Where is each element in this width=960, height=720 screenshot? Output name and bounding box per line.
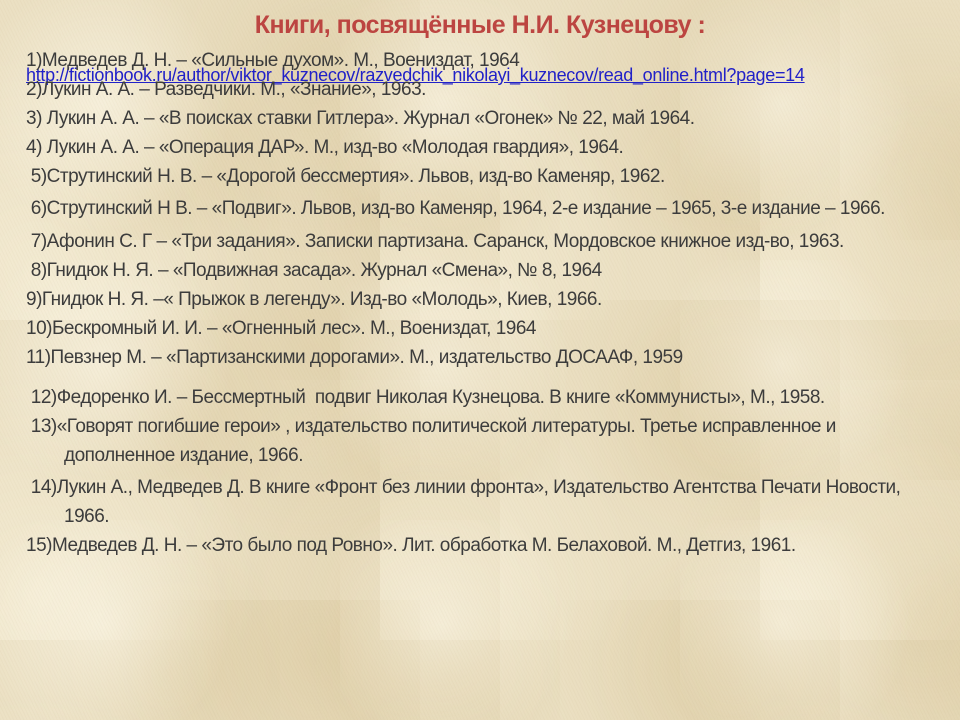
book-list-item: 3) Лукин А. А. – «В поисках ставки Гитлера». Журнал «Огонек» № 22, май 1964.: [26, 108, 695, 129]
book-list-item: 7)Афонин С. Г – «Три задания». Записки партизана. Саранск, Мордовское книжное изд-во, 1963.: [26, 231, 844, 252]
book-list-item: 10)Бескромный И. И. – «Огненный лес». М., Воениздат, 1964: [26, 318, 536, 339]
book-list-item: 2)Лукин А. А. – Разведчики. М., «Знание», 1963.: [26, 79, 426, 100]
book-list-item: 14)Лукин А., Медведев Д. В книге «Фронт без линии фронта», Издательство Агентства Печати Новости, 1966.: [26, 477, 906, 527]
book-list: [0, 46, 922, 560]
book-list-item: 1)Медведев Д. Н. – «Сильные духом». М., Воениздат, 1964: [26, 50, 520, 71]
book-list-item: 6)Струтинский Н В. – «Подвиг». Львов, изд-во Каменяр, 1964, 2-е издание – 1965, 3-е издание – 1966.: [26, 198, 885, 219]
book-list-item: 9)Гнидюк Н. Я. –« Прыжок в легенду». Изд-во «Молодь», Киев, 1966.: [26, 289, 602, 310]
book-list-item: 11)Певзнер М. – «Партизанскими дорогами». М., издательство ДОСААФ, 1959: [26, 347, 683, 368]
book-list-item: 5)Струтинский Н. В. – «Дорогой бессмертия». Львов, изд-во Каменяр, 1962.: [26, 166, 665, 187]
book-list-item: 8)Гнидюк Н. Я. – «Подвижная засада». Журнал «Смена», № 8, 1964: [26, 260, 602, 281]
book-list-item: 15)Медведев Д. Н. – «Это было под Ровно». Лит. обработка М. Белаховой. М., Детгиз, 1961.: [26, 535, 796, 556]
fictionbook-link[interactable]: http://fictionbook.ru/author/viktor_kuznecov/razvedchik_nikolayi_kuznecov/read_online.html?page=14: [26, 65, 805, 85]
book-list-item: 12)Федоренко И. – Бессмертный подвиг Николая Кузнецова. В книге «Коммунисты», М., 1958.: [26, 387, 825, 408]
slide-title: Книги, посвящённые Н.И. Кузнецову :: [254, 11, 706, 39]
book-list-item: 4) Лукин А. А. – «Операция ДАР». М., изд-во «Молодая гвардия», 1964.: [26, 137, 624, 158]
book-list-item: 13)«Говорят погибшие герои» , издательство политической литературы. Третье исправленное и дополненное издание, 1966.: [26, 416, 841, 466]
